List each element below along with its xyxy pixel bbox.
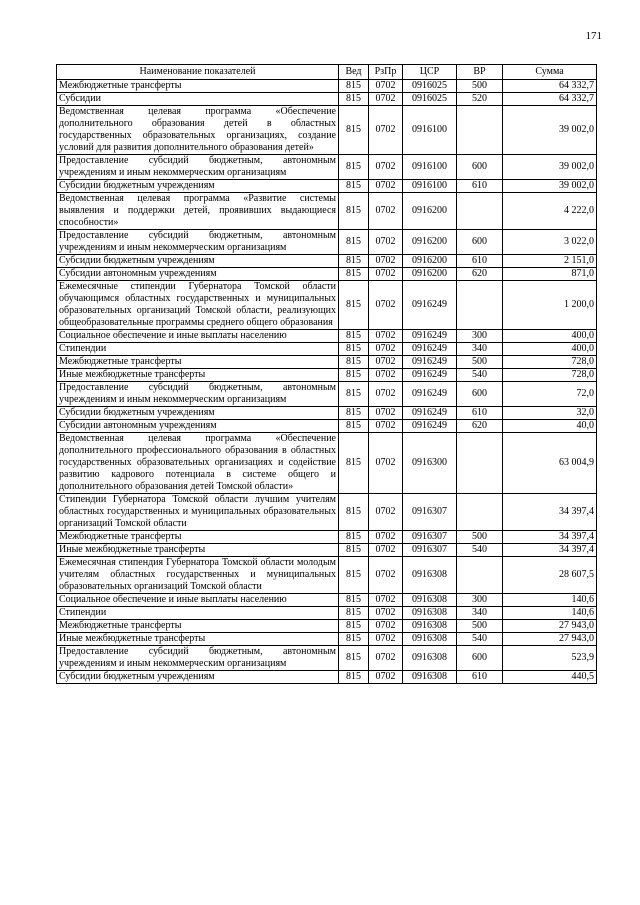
row-csr: 0916308 bbox=[403, 594, 457, 607]
table-row bbox=[57, 281, 597, 330]
table-row bbox=[57, 268, 597, 281]
row-csr: 0916249 bbox=[403, 330, 457, 343]
header-sum: Сумма bbox=[503, 65, 597, 80]
row-ved: 815 bbox=[339, 633, 369, 646]
row-name: Ведомственная целевая программа «Обеспечение дополнительного образования детей в областных государственных образовательных организациях, создание условий для развития дополнительного образования детей» bbox=[57, 106, 339, 155]
row-vr: 300 bbox=[457, 330, 503, 343]
row-csr: 0916200 bbox=[403, 255, 457, 268]
table-row bbox=[57, 180, 597, 193]
row-csr: 0916249 bbox=[403, 356, 457, 369]
row-csr: 0916308 bbox=[403, 671, 457, 684]
row-ved: 815 bbox=[339, 343, 369, 356]
row-sum: 728,0 bbox=[503, 356, 597, 369]
table-row bbox=[57, 230, 597, 255]
row-sum: 400,0 bbox=[503, 343, 597, 356]
row-sum: 64 332,7 bbox=[503, 93, 597, 106]
table-row bbox=[57, 330, 597, 343]
row-csr: 0916307 bbox=[403, 531, 457, 544]
row-ved: 815 bbox=[339, 80, 369, 93]
header-vr: ВР bbox=[457, 65, 503, 80]
row-vr: 500 bbox=[457, 356, 503, 369]
row-name: Предоставление субсидий бюджетным, автономным учреждениям и иным некоммерческим организациям bbox=[57, 646, 339, 671]
row-rzpr: 0702 bbox=[369, 620, 403, 633]
row-rzpr: 0702 bbox=[369, 633, 403, 646]
table-row bbox=[57, 620, 597, 633]
row-ved: 815 bbox=[339, 544, 369, 557]
row-rzpr: 0702 bbox=[369, 382, 403, 407]
row-sum: 34 397,4 bbox=[503, 544, 597, 557]
row-csr: 0916200 bbox=[403, 230, 457, 255]
row-rzpr: 0702 bbox=[369, 494, 403, 531]
page-number: 171 bbox=[585, 30, 602, 42]
row-ved: 815 bbox=[339, 330, 369, 343]
row-rzpr: 0702 bbox=[369, 594, 403, 607]
row-csr: 0916307 bbox=[403, 494, 457, 531]
row-sum: 140,6 bbox=[503, 594, 597, 607]
row-rzpr: 0702 bbox=[369, 369, 403, 382]
row-csr: 0916249 bbox=[403, 281, 457, 330]
row-rzpr: 0702 bbox=[369, 268, 403, 281]
row-sum: 728,0 bbox=[503, 369, 597, 382]
row-csr: 0916249 bbox=[403, 420, 457, 433]
row-sum: 28 607,5 bbox=[503, 557, 597, 594]
row-sum: 34 397,4 bbox=[503, 531, 597, 544]
row-vr bbox=[457, 494, 503, 531]
row-vr: 620 bbox=[457, 420, 503, 433]
row-csr: 0916307 bbox=[403, 544, 457, 557]
row-sum: 32,0 bbox=[503, 407, 597, 420]
row-ved: 815 bbox=[339, 155, 369, 180]
row-name: Ежемесячная стипендия Губернатора Томской области молодым учителям областных государственных и муниципальных образовательных организаций Томской области bbox=[57, 557, 339, 594]
row-rzpr: 0702 bbox=[369, 671, 403, 684]
row-rzpr: 0702 bbox=[369, 330, 403, 343]
row-name: Социальное обеспечение и иные выплаты населению bbox=[57, 594, 339, 607]
table-row bbox=[57, 343, 597, 356]
row-ved: 815 bbox=[339, 494, 369, 531]
row-rzpr: 0702 bbox=[369, 193, 403, 230]
row-ved: 815 bbox=[339, 356, 369, 369]
row-ved: 815 bbox=[339, 382, 369, 407]
row-vr: 340 bbox=[457, 343, 503, 356]
row-ved: 815 bbox=[339, 369, 369, 382]
row-rzpr: 0702 bbox=[369, 230, 403, 255]
row-sum: 871,0 bbox=[503, 268, 597, 281]
row-rzpr: 0702 bbox=[369, 281, 403, 330]
table-body bbox=[57, 80, 597, 684]
row-sum: 34 397,4 bbox=[503, 494, 597, 531]
row-sum: 27 943,0 bbox=[503, 620, 597, 633]
row-name: Ведомственная целевая программа «Обеспечение дополнительного профессионального образования в областных государственных образовательных организациях и содействие развитию кадрового потенциала в системе общего и дополнительного образования детей Томской области» bbox=[57, 433, 339, 494]
row-csr: 0916249 bbox=[403, 343, 457, 356]
row-sum: 72,0 bbox=[503, 382, 597, 407]
row-csr: 0916100 bbox=[403, 155, 457, 180]
row-rzpr: 0702 bbox=[369, 646, 403, 671]
row-ved: 815 bbox=[339, 433, 369, 494]
row-name: Ежемесячные стипендии Губернатора Томской области обучающимся областных государственных и муниципальных образовательных организаций Томской области, реализующих общеобразовательные программы среднего общего образования bbox=[57, 281, 339, 330]
table-row bbox=[57, 80, 597, 93]
row-csr: 0916249 bbox=[403, 407, 457, 420]
row-name: Предоставление субсидий бюджетным, автономным учреждениям и иным некоммерческим организациям bbox=[57, 155, 339, 180]
row-rzpr: 0702 bbox=[369, 557, 403, 594]
table-row bbox=[57, 255, 597, 268]
row-name: Межбюджетные трансферты bbox=[57, 531, 339, 544]
row-sum: 39 002,0 bbox=[503, 155, 597, 180]
row-name: Субсидии автономным учреждениям bbox=[57, 420, 339, 433]
row-name: Иные межбюджетные трансферты bbox=[57, 369, 339, 382]
row-csr: 0916100 bbox=[403, 180, 457, 193]
table-row bbox=[57, 646, 597, 671]
row-rzpr: 0702 bbox=[369, 420, 403, 433]
row-ved: 815 bbox=[339, 281, 369, 330]
row-csr: 0916200 bbox=[403, 268, 457, 281]
header-ved: Вед bbox=[339, 65, 369, 80]
row-vr: 500 bbox=[457, 531, 503, 544]
row-csr: 0916300 bbox=[403, 433, 457, 494]
row-name: Субсидии бюджетным учреждениям bbox=[57, 180, 339, 193]
row-rzpr: 0702 bbox=[369, 343, 403, 356]
row-vr: 340 bbox=[457, 607, 503, 620]
row-sum: 523,9 bbox=[503, 646, 597, 671]
row-name: Иные межбюджетные трансферты bbox=[57, 633, 339, 646]
row-sum: 63 004,9 bbox=[503, 433, 597, 494]
row-vr: 540 bbox=[457, 544, 503, 557]
row-csr: 0916249 bbox=[403, 369, 457, 382]
row-vr: 600 bbox=[457, 155, 503, 180]
table-row bbox=[57, 369, 597, 382]
row-vr: 610 bbox=[457, 180, 503, 193]
table-row bbox=[57, 594, 597, 607]
row-name: Субсидии автономным учреждениям bbox=[57, 268, 339, 281]
table-row bbox=[57, 106, 597, 155]
row-csr: 0916308 bbox=[403, 620, 457, 633]
row-vr: 610 bbox=[457, 671, 503, 684]
row-ved: 815 bbox=[339, 607, 369, 620]
table-row bbox=[57, 494, 597, 531]
row-sum: 440,5 bbox=[503, 671, 597, 684]
row-vr: 300 bbox=[457, 594, 503, 607]
row-ved: 815 bbox=[339, 646, 369, 671]
row-rzpr: 0702 bbox=[369, 106, 403, 155]
header-csr: ЦСР bbox=[403, 65, 457, 80]
table-header-row bbox=[57, 65, 597, 80]
row-csr: 0916025 bbox=[403, 93, 457, 106]
table-row bbox=[57, 433, 597, 494]
row-ved: 815 bbox=[339, 620, 369, 633]
row-rzpr: 0702 bbox=[369, 531, 403, 544]
row-vr: 500 bbox=[457, 620, 503, 633]
row-csr: 0916308 bbox=[403, 557, 457, 594]
row-ved: 815 bbox=[339, 230, 369, 255]
row-rzpr: 0702 bbox=[369, 433, 403, 494]
row-vr: 600 bbox=[457, 230, 503, 255]
row-rzpr: 0702 bbox=[369, 356, 403, 369]
row-ved: 815 bbox=[339, 106, 369, 155]
row-ved: 815 bbox=[339, 193, 369, 230]
row-name: Субсидии bbox=[57, 93, 339, 106]
table-row bbox=[57, 420, 597, 433]
row-vr bbox=[457, 193, 503, 230]
row-name: Ведомственная целевая программа «Развитие системы выявления и поддержки детей, проявивших выдающиеся способности» bbox=[57, 193, 339, 230]
row-ved: 815 bbox=[339, 180, 369, 193]
row-vr: 540 bbox=[457, 633, 503, 646]
row-rzpr: 0702 bbox=[369, 407, 403, 420]
row-sum: 27 943,0 bbox=[503, 633, 597, 646]
row-name: Предоставление субсидий бюджетным, автономным учреждениям и иным некоммерческим организациям bbox=[57, 382, 339, 407]
row-name: Социальное обеспечение и иные выплаты населению bbox=[57, 330, 339, 343]
row-name: Предоставление субсидий бюджетным, автономным учреждениям и иным некоммерческим организациям bbox=[57, 230, 339, 255]
row-vr bbox=[457, 106, 503, 155]
table-row bbox=[57, 607, 597, 620]
row-name: Межбюджетные трансферты bbox=[57, 80, 339, 93]
row-ved: 815 bbox=[339, 594, 369, 607]
row-csr: 0916025 bbox=[403, 80, 457, 93]
row-sum: 4 222,0 bbox=[503, 193, 597, 230]
header-name: Наименование показателей bbox=[57, 65, 339, 80]
row-csr: 0916200 bbox=[403, 193, 457, 230]
row-vr bbox=[457, 557, 503, 594]
row-vr: 500 bbox=[457, 80, 503, 93]
row-rzpr: 0702 bbox=[369, 93, 403, 106]
row-name: Стипендии bbox=[57, 343, 339, 356]
row-vr bbox=[457, 281, 503, 330]
row-sum: 64 332,7 bbox=[503, 80, 597, 93]
row-vr bbox=[457, 433, 503, 494]
row-sum: 39 002,0 bbox=[503, 106, 597, 155]
row-name: Стипендии bbox=[57, 607, 339, 620]
row-rzpr: 0702 bbox=[369, 155, 403, 180]
row-ved: 815 bbox=[339, 93, 369, 106]
row-csr: 0916249 bbox=[403, 382, 457, 407]
table-row bbox=[57, 407, 597, 420]
row-ved: 815 bbox=[339, 420, 369, 433]
row-name: Межбюджетные трансферты bbox=[57, 620, 339, 633]
row-vr: 540 bbox=[457, 369, 503, 382]
table-row bbox=[57, 93, 597, 106]
row-rzpr: 0702 bbox=[369, 255, 403, 268]
row-rzpr: 0702 bbox=[369, 544, 403, 557]
row-name: Межбюджетные трансферты bbox=[57, 356, 339, 369]
table-row bbox=[57, 531, 597, 544]
row-name: Иные межбюджетные трансферты bbox=[57, 544, 339, 557]
table-row bbox=[57, 633, 597, 646]
table-row bbox=[57, 544, 597, 557]
row-sum: 140,6 bbox=[503, 607, 597, 620]
row-vr: 610 bbox=[457, 407, 503, 420]
row-name: Субсидии бюджетным учреждениям bbox=[57, 671, 339, 684]
row-ved: 815 bbox=[339, 268, 369, 281]
row-sum: 400,0 bbox=[503, 330, 597, 343]
row-sum: 39 002,0 bbox=[503, 180, 597, 193]
row-csr: 0916308 bbox=[403, 633, 457, 646]
table-row bbox=[57, 193, 597, 230]
row-name: Субсидии бюджетным учреждениям bbox=[57, 407, 339, 420]
row-csr: 0916308 bbox=[403, 607, 457, 620]
row-sum: 40,0 bbox=[503, 420, 597, 433]
row-ved: 815 bbox=[339, 671, 369, 684]
row-csr: 0916308 bbox=[403, 646, 457, 671]
table-row bbox=[57, 382, 597, 407]
row-vr: 620 bbox=[457, 268, 503, 281]
row-sum: 2 151,0 bbox=[503, 255, 597, 268]
row-ved: 815 bbox=[339, 255, 369, 268]
row-csr: 0916100 bbox=[403, 106, 457, 155]
row-name: Субсидии бюджетным учреждениям bbox=[57, 255, 339, 268]
row-vr: 610 bbox=[457, 255, 503, 268]
header-rzpr: РзПр bbox=[369, 65, 403, 80]
row-name: Стипендии Губернатора Томской области лучшим учителям областных государственных и муниципальных образовательных организаций Томской области bbox=[57, 494, 339, 531]
row-vr: 520 bbox=[457, 93, 503, 106]
row-rzpr: 0702 bbox=[369, 80, 403, 93]
row-vr: 600 bbox=[457, 382, 503, 407]
row-ved: 815 bbox=[339, 557, 369, 594]
row-rzpr: 0702 bbox=[369, 180, 403, 193]
row-sum: 3 022,0 bbox=[503, 230, 597, 255]
row-rzpr: 0702 bbox=[369, 607, 403, 620]
table-row bbox=[57, 356, 597, 369]
table-row bbox=[57, 671, 597, 684]
table-row bbox=[57, 155, 597, 180]
row-sum: 1 200,0 bbox=[503, 281, 597, 330]
table-row bbox=[57, 557, 597, 594]
row-vr: 600 bbox=[457, 646, 503, 671]
budget-table bbox=[56, 64, 597, 684]
row-ved: 815 bbox=[339, 407, 369, 420]
row-ved: 815 bbox=[339, 531, 369, 544]
